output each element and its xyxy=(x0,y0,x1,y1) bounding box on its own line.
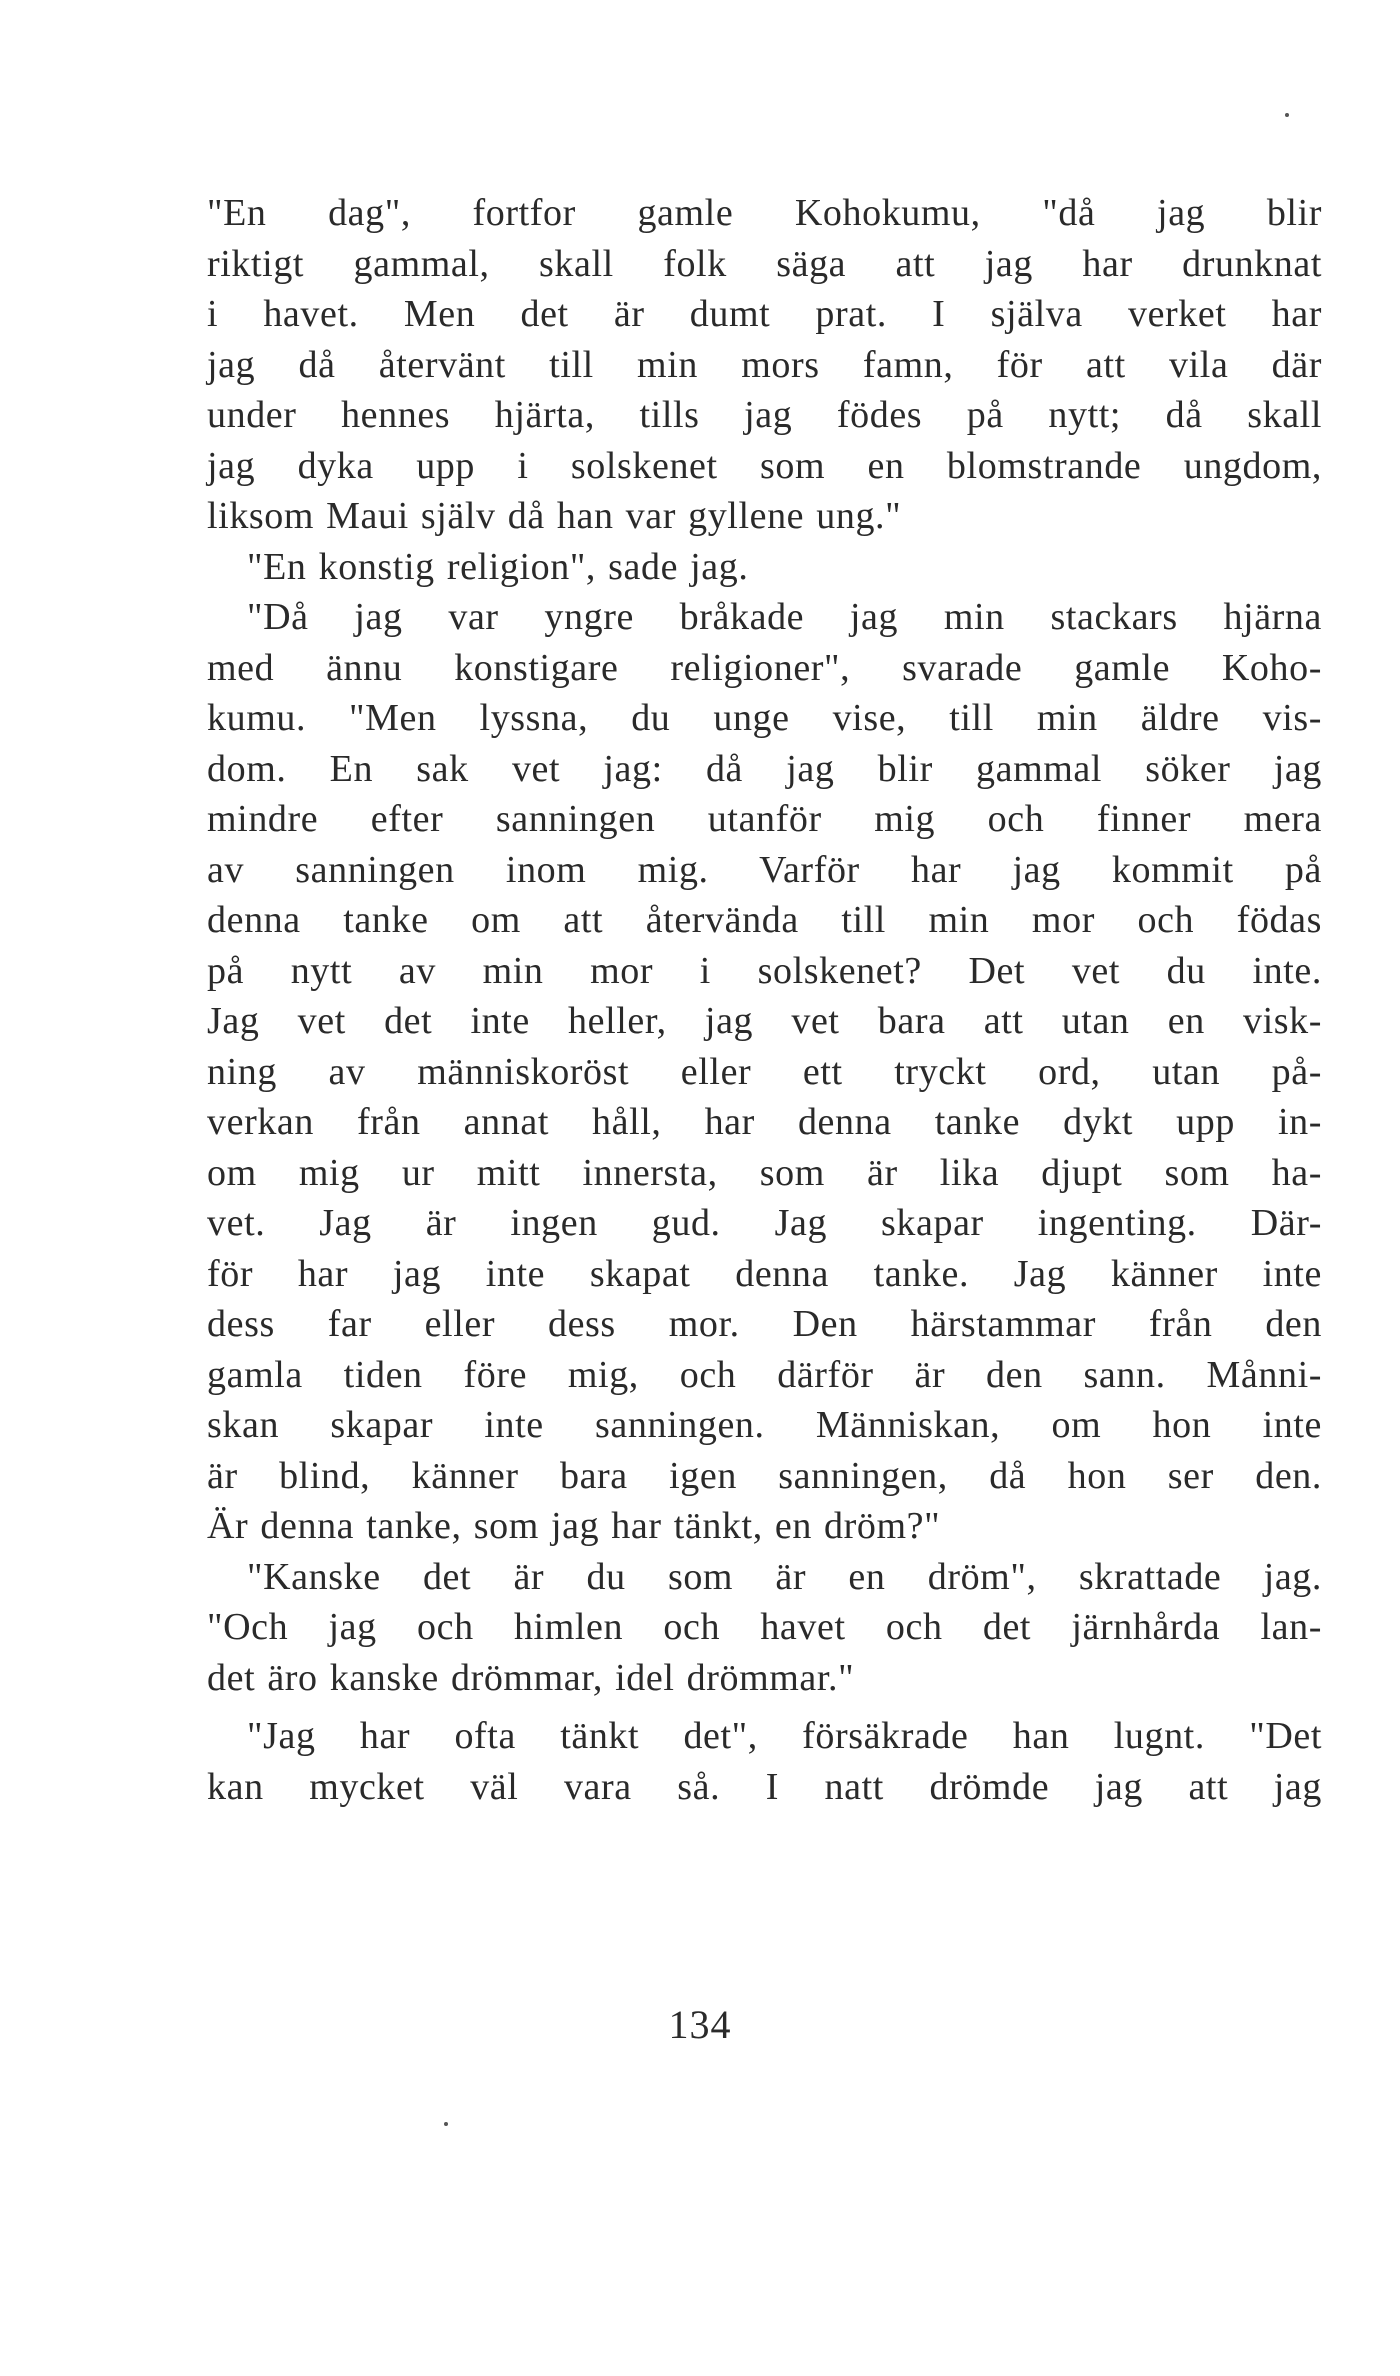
text-line: "Då jag var yngre bråkade jag min stackars hjärna xyxy=(247,596,1322,638)
text-line: med ännu konstigare religioner", svarade gamle Koho- xyxy=(207,646,1322,689)
text-line: kumu. "Men lyssna, du unge vise, till min äldre vis- xyxy=(207,697,1322,739)
text-line: om mig ur mitt innersta, som är lika djupt som ha- xyxy=(207,1151,1322,1194)
text-line: "Jag har ofta tänkt det", försäkrade han lugnt. "Det xyxy=(247,1715,1322,1757)
text-line: "Och jag och himlen och havet och det järnhårda lan- xyxy=(207,1606,1322,1648)
text-line: dess far eller dess mor. Den härstammar från den xyxy=(207,1303,1322,1345)
text-line: ning av människoröst eller ett tryckt ord, utan på- xyxy=(207,1050,1322,1093)
text-line: det äro kanske drömmar, idel drömmar." xyxy=(207,1656,855,1699)
body-text xyxy=(207,188,1322,1812)
text-line: jag dyka upp i solskenet som en blomstrande ungdom, xyxy=(207,444,1322,487)
text-line: "Kanske det är du som är en dröm", skrattade jag. xyxy=(247,1555,1322,1598)
text-line: för har jag inte skapat denna tanke. Jag känner inte xyxy=(207,1252,1322,1295)
text-line: under hennes hjärta, tills jag födes på nytt; då skall xyxy=(207,394,1322,436)
text-line: denna tanke om att återvända till min mor och födas xyxy=(207,899,1322,941)
text-line: mindre efter sanningen utanför mig och finner mera xyxy=(207,798,1322,840)
text-line: "En dag", fortfor gamle Kohokumu, "då jag blir xyxy=(207,192,1322,234)
text-line: på nytt av min mor i solskenet? Det vet du inte. xyxy=(207,949,1322,992)
text-line: i havet. Men det är dumt prat. I själva verket har xyxy=(207,293,1322,335)
text-line: av sanningen inom mig. Varför har jag kommit på xyxy=(207,848,1322,891)
text-line: kan mycket väl vara så. I natt drömde jag att jag xyxy=(207,1765,1322,1808)
text-line: skan skapar inte sanningen. Människan, om hon inte xyxy=(207,1404,1322,1446)
page-number: 134 xyxy=(668,2002,732,2047)
text-line: jag då återvänt till min mors famn, för att vila där xyxy=(207,343,1322,386)
text-line: gamla tiden före mig, och därför är den sann. Månni- xyxy=(207,1353,1322,1396)
text-line: riktigt gammal, skall folk säga att jag har drunknat xyxy=(207,242,1322,285)
text-line: dom. En sak vet jag: då jag blir gammal söker jag xyxy=(207,747,1322,790)
text-line: Jag vet det inte heller, jag vet bara att utan en visk- xyxy=(207,1000,1322,1042)
dust-speck xyxy=(1285,113,1289,117)
text-line: verkan från annat håll, har denna tanke dykt upp in- xyxy=(207,1101,1322,1143)
dust-speck xyxy=(444,2122,448,2126)
text-line: vet. Jag är ingen gud. Jag skapar ingenting. Där- xyxy=(207,1202,1322,1244)
text-line: är blind, känner bara igen sanningen, då hon ser den. xyxy=(207,1454,1322,1497)
text-line: "En konstig religion", sade jag. xyxy=(247,545,749,588)
text-line: liksom Maui själv då han var gyllene ung." xyxy=(207,495,902,537)
text-line: Är denna tanke, som jag har tänkt, en dröm?" xyxy=(207,1505,941,1547)
